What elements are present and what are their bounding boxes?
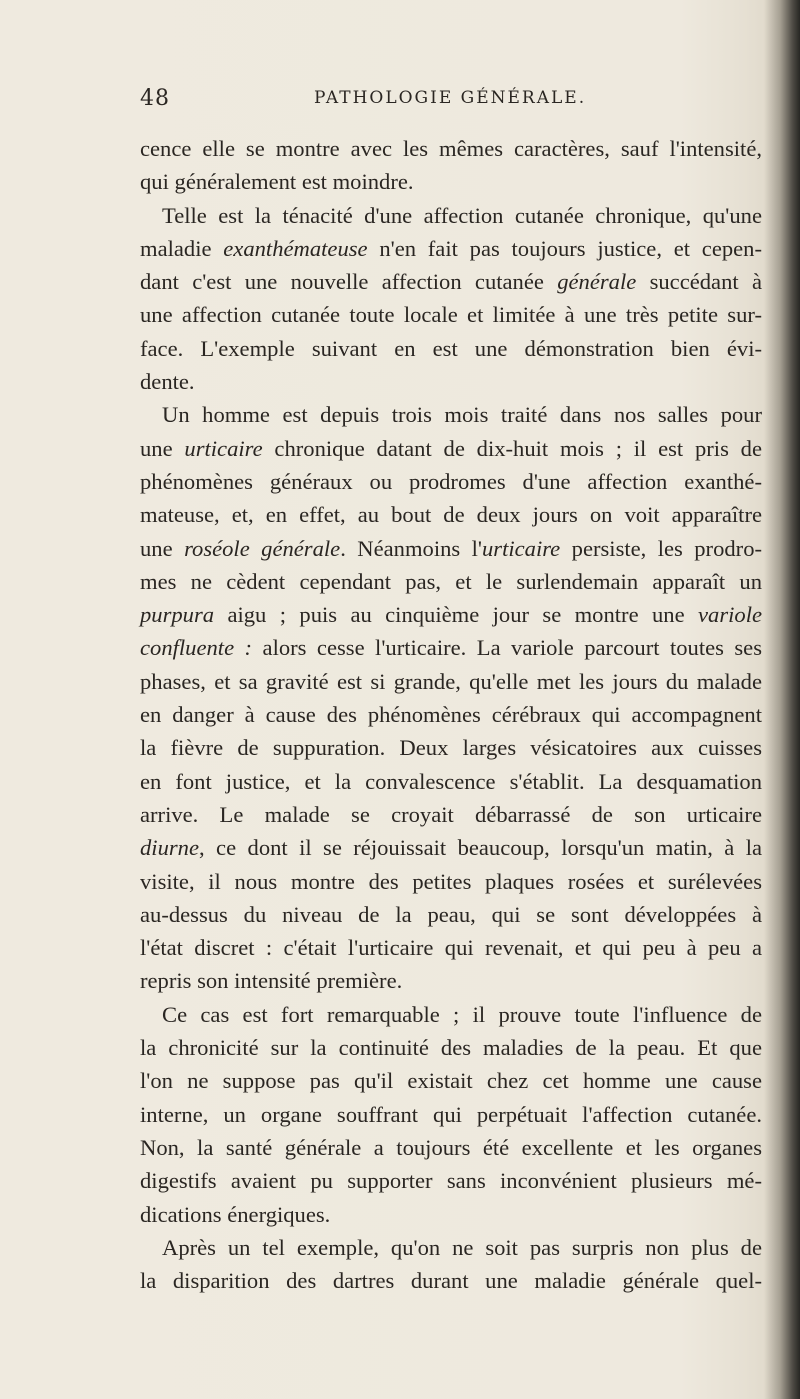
text-segment: en font justice, et la convalescence s'établit. La desquamation — [140, 768, 762, 794]
text-segment: une affection cutanée toute locale et limitée à une très petite sur- — [140, 302, 762, 328]
italic-text: générale — [557, 269, 637, 295]
text-line — [140, 365, 762, 398]
text-line — [140, 731, 762, 764]
text-segment: digestifs avaient pu supporter sans inconvénient plusieurs mé- — [140, 1168, 762, 1194]
text-segment: mateuse, et, en effet, au bout de deux jours on voit apparaître — [140, 502, 762, 528]
text-line — [140, 765, 762, 798]
italic-text: variole — [698, 602, 762, 628]
text-segment: , ce dont il se réjouissait beaucoup, lorsqu'un matin, à la — [199, 835, 762, 861]
text-line — [140, 498, 762, 531]
text-segment: au-dessus du niveau de la peau, qui se sont développées à — [140, 901, 762, 927]
text-line — [140, 998, 762, 1031]
text-segment: Ce cas est fort remarquable ; il prouve toute l'influence de — [162, 1001, 762, 1027]
text-segment: face. L'exemple suivant en est une démonstration bien évi- — [140, 335, 762, 361]
text-line — [140, 1231, 762, 1264]
text-segment: une — [140, 435, 185, 461]
text-line — [140, 565, 762, 598]
page-header — [140, 86, 760, 116]
text-segment: l'on ne suppose pas qu'il existait chez cet homme une cause — [140, 1068, 762, 1094]
text-line — [140, 465, 762, 498]
text-segment: Un homme est depuis trois mois traité dans nos salles pour — [162, 402, 762, 428]
text-segment: qui généralement est moindre. — [140, 169, 414, 195]
text-segment: n'en fait pas toujours justice, et cepen- — [367, 235, 762, 261]
text-line — [140, 265, 762, 298]
text-line — [140, 1064, 762, 1097]
text-segment: dente. — [140, 369, 195, 395]
text-segment: arrive. Le malade se croyait débarrassé de son urticaire — [140, 801, 762, 827]
text-line — [140, 532, 762, 565]
text-segment: la chronicité sur la continuité des maladies de la peau. Et que — [140, 1035, 762, 1061]
text-line — [140, 165, 762, 198]
italic-text: roséole générale — [184, 535, 341, 561]
text-segment: en danger à cause des phénomènes cérébraux qui accompagnent — [140, 702, 762, 728]
text-segment: Non, la santé générale a toujours été excellente et les organes — [140, 1134, 762, 1160]
text-line — [140, 865, 762, 898]
italic-text: purpura — [140, 602, 215, 628]
text-segment: visite, il nous montre des petites plaques rosées et surélevées — [140, 868, 762, 894]
page-number: 48 — [140, 86, 170, 111]
text-line — [140, 1098, 762, 1131]
text-line — [140, 1031, 762, 1064]
text-segment: une — [140, 535, 185, 561]
text-segment: l'état discret : c'était l'urticaire qui revenait, et qui peu à peu a — [140, 935, 762, 961]
text-segment: Telle est la ténacité d'une affection cutanée chronique, qu'une — [162, 202, 762, 228]
italic-text: urticaire — [481, 535, 561, 561]
text-line — [140, 665, 762, 698]
text-segment: . Néanmoins l' — [340, 535, 482, 561]
italic-text: confluente : — [140, 635, 253, 661]
text-segment: chronique datant de dix-huit mois ; il est pris de — [262, 435, 762, 461]
text-segment: dant c'est une nouvelle affection cutanée — [140, 269, 558, 295]
text-segment: dications énergiques. — [140, 1201, 331, 1227]
text-segment: phases, et sa gravité est si grande, qu'elle met les jours du malade — [140, 668, 762, 694]
text-segment: persiste, les prodro- — [560, 535, 763, 561]
text-segment: maladie — [140, 235, 224, 261]
text-line — [140, 1264, 762, 1297]
page-edge-shadow — [764, 0, 800, 1399]
text-segment: alors cesse l'urticaire. La variole parcourt toutes ses — [252, 635, 762, 661]
text-line — [140, 432, 762, 465]
text-line — [140, 298, 762, 331]
text-segment: Après un tel exemple, qu'on ne soit pas surpris non plus de — [162, 1234, 762, 1260]
text-line — [140, 931, 762, 964]
text-segment: interne, un organe souffrant qui perpétuait l'affection cutanée. — [140, 1101, 762, 1127]
text-segment: la disparition des dartres durant une maladie générale quel- — [140, 1268, 762, 1294]
text-line — [140, 1131, 762, 1164]
text-line — [140, 199, 762, 232]
text-line — [140, 798, 762, 831]
text-line — [140, 631, 762, 664]
text-line — [140, 698, 762, 731]
text-line — [140, 332, 762, 365]
text-line — [140, 598, 762, 631]
text-segment: la fièvre de suppuration. Deux larges vésicatoires aux cuisses — [140, 735, 762, 761]
text-segment: cence elle se montre avec les mêmes caractères, sauf l'intensité, — [140, 136, 762, 161]
text-line — [140, 232, 762, 265]
text-segment: mes ne cèdent cependant pas, et le surlendemain apparaît un — [140, 568, 762, 594]
text-segment: aigu ; puis au cinquième jour se montre une — [214, 602, 698, 628]
text-line — [140, 831, 762, 864]
italic-text: exanthémateuse — [223, 235, 368, 261]
text-line — [140, 1164, 762, 1197]
italic-text: diurne — [140, 835, 199, 861]
text-line — [140, 964, 762, 997]
text-segment: succédant à — [636, 269, 762, 295]
text-line — [140, 398, 762, 431]
text-segment: repris son intensité première. — [140, 968, 403, 994]
body-text — [140, 132, 762, 1297]
running-head: PATHOLOGIE GÉNÉRALE. — [314, 88, 587, 108]
text-line — [140, 1198, 762, 1231]
italic-text: urticaire — [184, 435, 263, 461]
text-segment: phénomènes généraux ou prodromes d'une affection exanthé- — [140, 468, 762, 494]
text-line — [140, 898, 762, 931]
text-line — [140, 132, 762, 165]
